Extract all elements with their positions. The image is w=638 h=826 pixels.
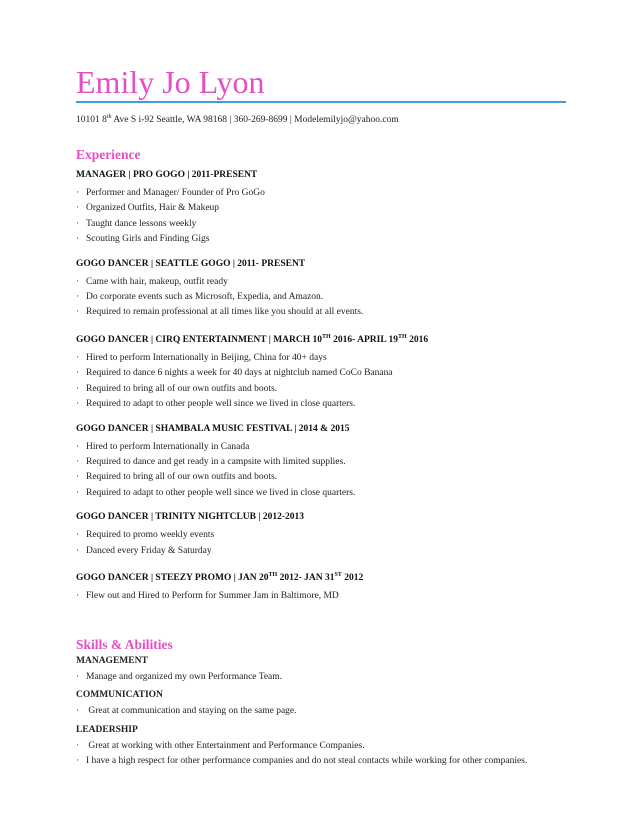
bullet-text: Great at working with other Entertainment and Performance Companies. (86, 740, 365, 751)
job-title (76, 510, 566, 524)
skills-heading: Skills & Abilities (76, 636, 173, 652)
skill-group (76, 654, 566, 686)
job-title-text: 2016- APRIL 19 (330, 335, 399, 345)
bullet-dot: · (76, 383, 80, 394)
job-bullet (76, 217, 566, 232)
job-title-text: GOGO DANCER | TRINITY NIGHTCLUB | 2012-2013 (76, 512, 304, 523)
bullet-text: Hired to perform Internationally in Canada (86, 441, 250, 452)
job-title (76, 168, 566, 182)
job-bullet-list (76, 589, 566, 604)
contact-address-number: 10101 8 (76, 115, 107, 126)
bullet-dot: · (76, 545, 80, 556)
section-spacer (76, 614, 566, 636)
bullet-text: Required to adapt to other people well since we lived in close quarters. (86, 399, 356, 410)
bullet-text: Required to dance and get ready in a campsite with limited supplies. (86, 457, 346, 468)
job-bullet (76, 589, 566, 604)
skill-bullet-list (76, 670, 566, 686)
bullet-dot: · (76, 234, 80, 245)
job-entry (76, 568, 566, 605)
experience-list (76, 168, 566, 605)
resume-content (76, 146, 566, 773)
skill-heading: MANAGEMENT (76, 655, 148, 666)
bullet-dot: · (76, 472, 80, 483)
job-bullet (76, 486, 566, 501)
skill-bullet-list (76, 739, 566, 770)
bullet-dot: · (76, 353, 80, 363)
bullet-dot: · (76, 399, 80, 410)
job-title-text: 2012- JAN 31 (277, 573, 335, 584)
bullet-text: Taught dance lessons weekly (86, 218, 197, 229)
bullet-text: Required to promo weekly events (86, 530, 215, 541)
bullet-dot: · (76, 307, 80, 318)
job-bullet (76, 455, 566, 470)
job-title-ordinal: TH (322, 333, 331, 340)
skill-bullet (76, 704, 566, 720)
job-bullet (76, 382, 566, 397)
bullet-text: Required to dance 6 nights a week for 40 days at nightclub named CoCo Banana (86, 368, 393, 379)
job-entry (76, 168, 566, 248)
job-title-text: MANAGER | PRO GOGO | 2011-PRESENT (76, 170, 258, 180)
skill-heading: COMMUNICATION (76, 690, 163, 701)
job-bullet (76, 528, 566, 543)
bullet-dot: · (76, 276, 80, 287)
job-bullet (76, 232, 566, 247)
job-bullet-list (76, 351, 566, 413)
skill-heading: LEADERSHIP (76, 724, 138, 735)
job-bullet (76, 397, 566, 412)
bullet-dot: · (76, 188, 80, 198)
job-title-text: GOGO DANCER | STEEZY PROMO | JAN 20 (76, 573, 269, 584)
job-entry (76, 422, 566, 502)
job-bullet (76, 351, 566, 366)
job-bullet (76, 201, 566, 216)
bullet-dot: · (76, 740, 80, 751)
bullet-dot: · (76, 591, 80, 602)
bullet-dot: · (76, 671, 80, 682)
job-bullet-list (76, 275, 566, 321)
experience-heading: Experience (76, 147, 141, 162)
job-bullet (76, 366, 566, 381)
bullet-text: Required to bring all of our own outfits and boots. (86, 383, 278, 394)
bullet-dot: · (76, 530, 80, 541)
bullet-text: Organized Outfits, Hair & Makeup (86, 203, 220, 214)
bullet-dot: · (76, 218, 80, 229)
job-title-text: 2016 (406, 335, 429, 345)
job-title (76, 422, 566, 436)
contact-details: Ave S i-92 Seattle, WA 98168 | 360-269-8699 | Modelemilyjo@yahoo.com (111, 115, 399, 126)
job-entry (76, 510, 566, 559)
job-title-text: 2012 (341, 573, 364, 584)
job-title-ordinal: TH (268, 572, 278, 579)
bullet-dot: · (76, 441, 80, 452)
job-title-text: GOGO DANCER | SEATTLE GOGO | 2011- PRESENT (76, 258, 306, 269)
job-title (76, 330, 566, 347)
bullet-dot: · (76, 292, 80, 303)
bullet-text: Came with hair, makeup, outfit ready (86, 276, 228, 287)
job-bullet (76, 305, 566, 320)
bullet-dot: · (76, 457, 80, 468)
bullet-text: Required to remain professional at all times like you should at all events. (86, 307, 364, 318)
bullet-text: Scouting Girls and Finding Gigs (86, 234, 210, 245)
bullet-text: Performer and Manager/ Founder of Pro GoGo (86, 188, 265, 198)
bullet-dot: · (76, 203, 80, 214)
job-title-ordinal: TH (398, 333, 407, 340)
bullet-dot: · (76, 368, 80, 379)
job-title (76, 568, 566, 585)
job-bullet-list (76, 528, 566, 559)
skill-bullet (76, 739, 566, 755)
bullet-text: Great at communication and staying on the same page. (86, 706, 297, 717)
skill-bullet (76, 670, 566, 686)
skill-group (76, 688, 566, 720)
job-entry (76, 330, 566, 413)
job-title-ordinal: ST (334, 572, 342, 579)
contact-address-suffix: th (106, 114, 112, 120)
bullet-text: Danced every Friday & Saturday (86, 545, 212, 556)
job-title (76, 257, 566, 271)
job-bullet (76, 275, 566, 290)
bullet-text: Hired to perform Internationally in Beijing, China for 40+ days (86, 353, 327, 363)
job-bullet-list (76, 440, 566, 502)
bullet-dot: · (76, 706, 80, 717)
bullet-text: Flew out and Hired to Perform for Summer Jam in Baltimore, MD (86, 591, 339, 602)
job-title-text: GOGO DANCER | CIRQ ENTERTAINMENT | MARCH 10 (76, 335, 323, 345)
job-bullet (76, 544, 566, 559)
job-bullet-list (76, 186, 566, 248)
bullet-text: I have a high respect for other performance companies and do not steal contacts while working for other companies. (86, 756, 528, 767)
job-entry (76, 257, 566, 321)
skill-bullet (76, 754, 566, 770)
skill-group (76, 723, 566, 770)
bullet-text: Manage and organized my own Performance Team. (86, 671, 283, 682)
bullet-text: Required to bring all of our own outfits and boots. (86, 472, 278, 483)
header-rule (76, 101, 566, 103)
contact-line (76, 110, 399, 127)
job-title-text: GOGO DANCER | SHAMBALA MUSIC FESTIVAL | 2014 & 2015 (76, 423, 350, 434)
job-bullet (76, 290, 566, 305)
job-bullet (76, 470, 566, 485)
skill-bullet-list (76, 704, 566, 720)
skills-list (76, 654, 566, 770)
job-bullet (76, 186, 566, 201)
bullet-text: Required to adapt to other people well since we lived in close quarters. (86, 487, 356, 498)
resume-name: Emily Jo Lyon (76, 64, 265, 100)
bullet-text: Do corporate events such as Microsoft, Expedia, and Amazon. (86, 292, 324, 303)
bullet-dot: · (76, 487, 80, 498)
job-bullet (76, 440, 566, 455)
bullet-dot: · (76, 756, 80, 767)
